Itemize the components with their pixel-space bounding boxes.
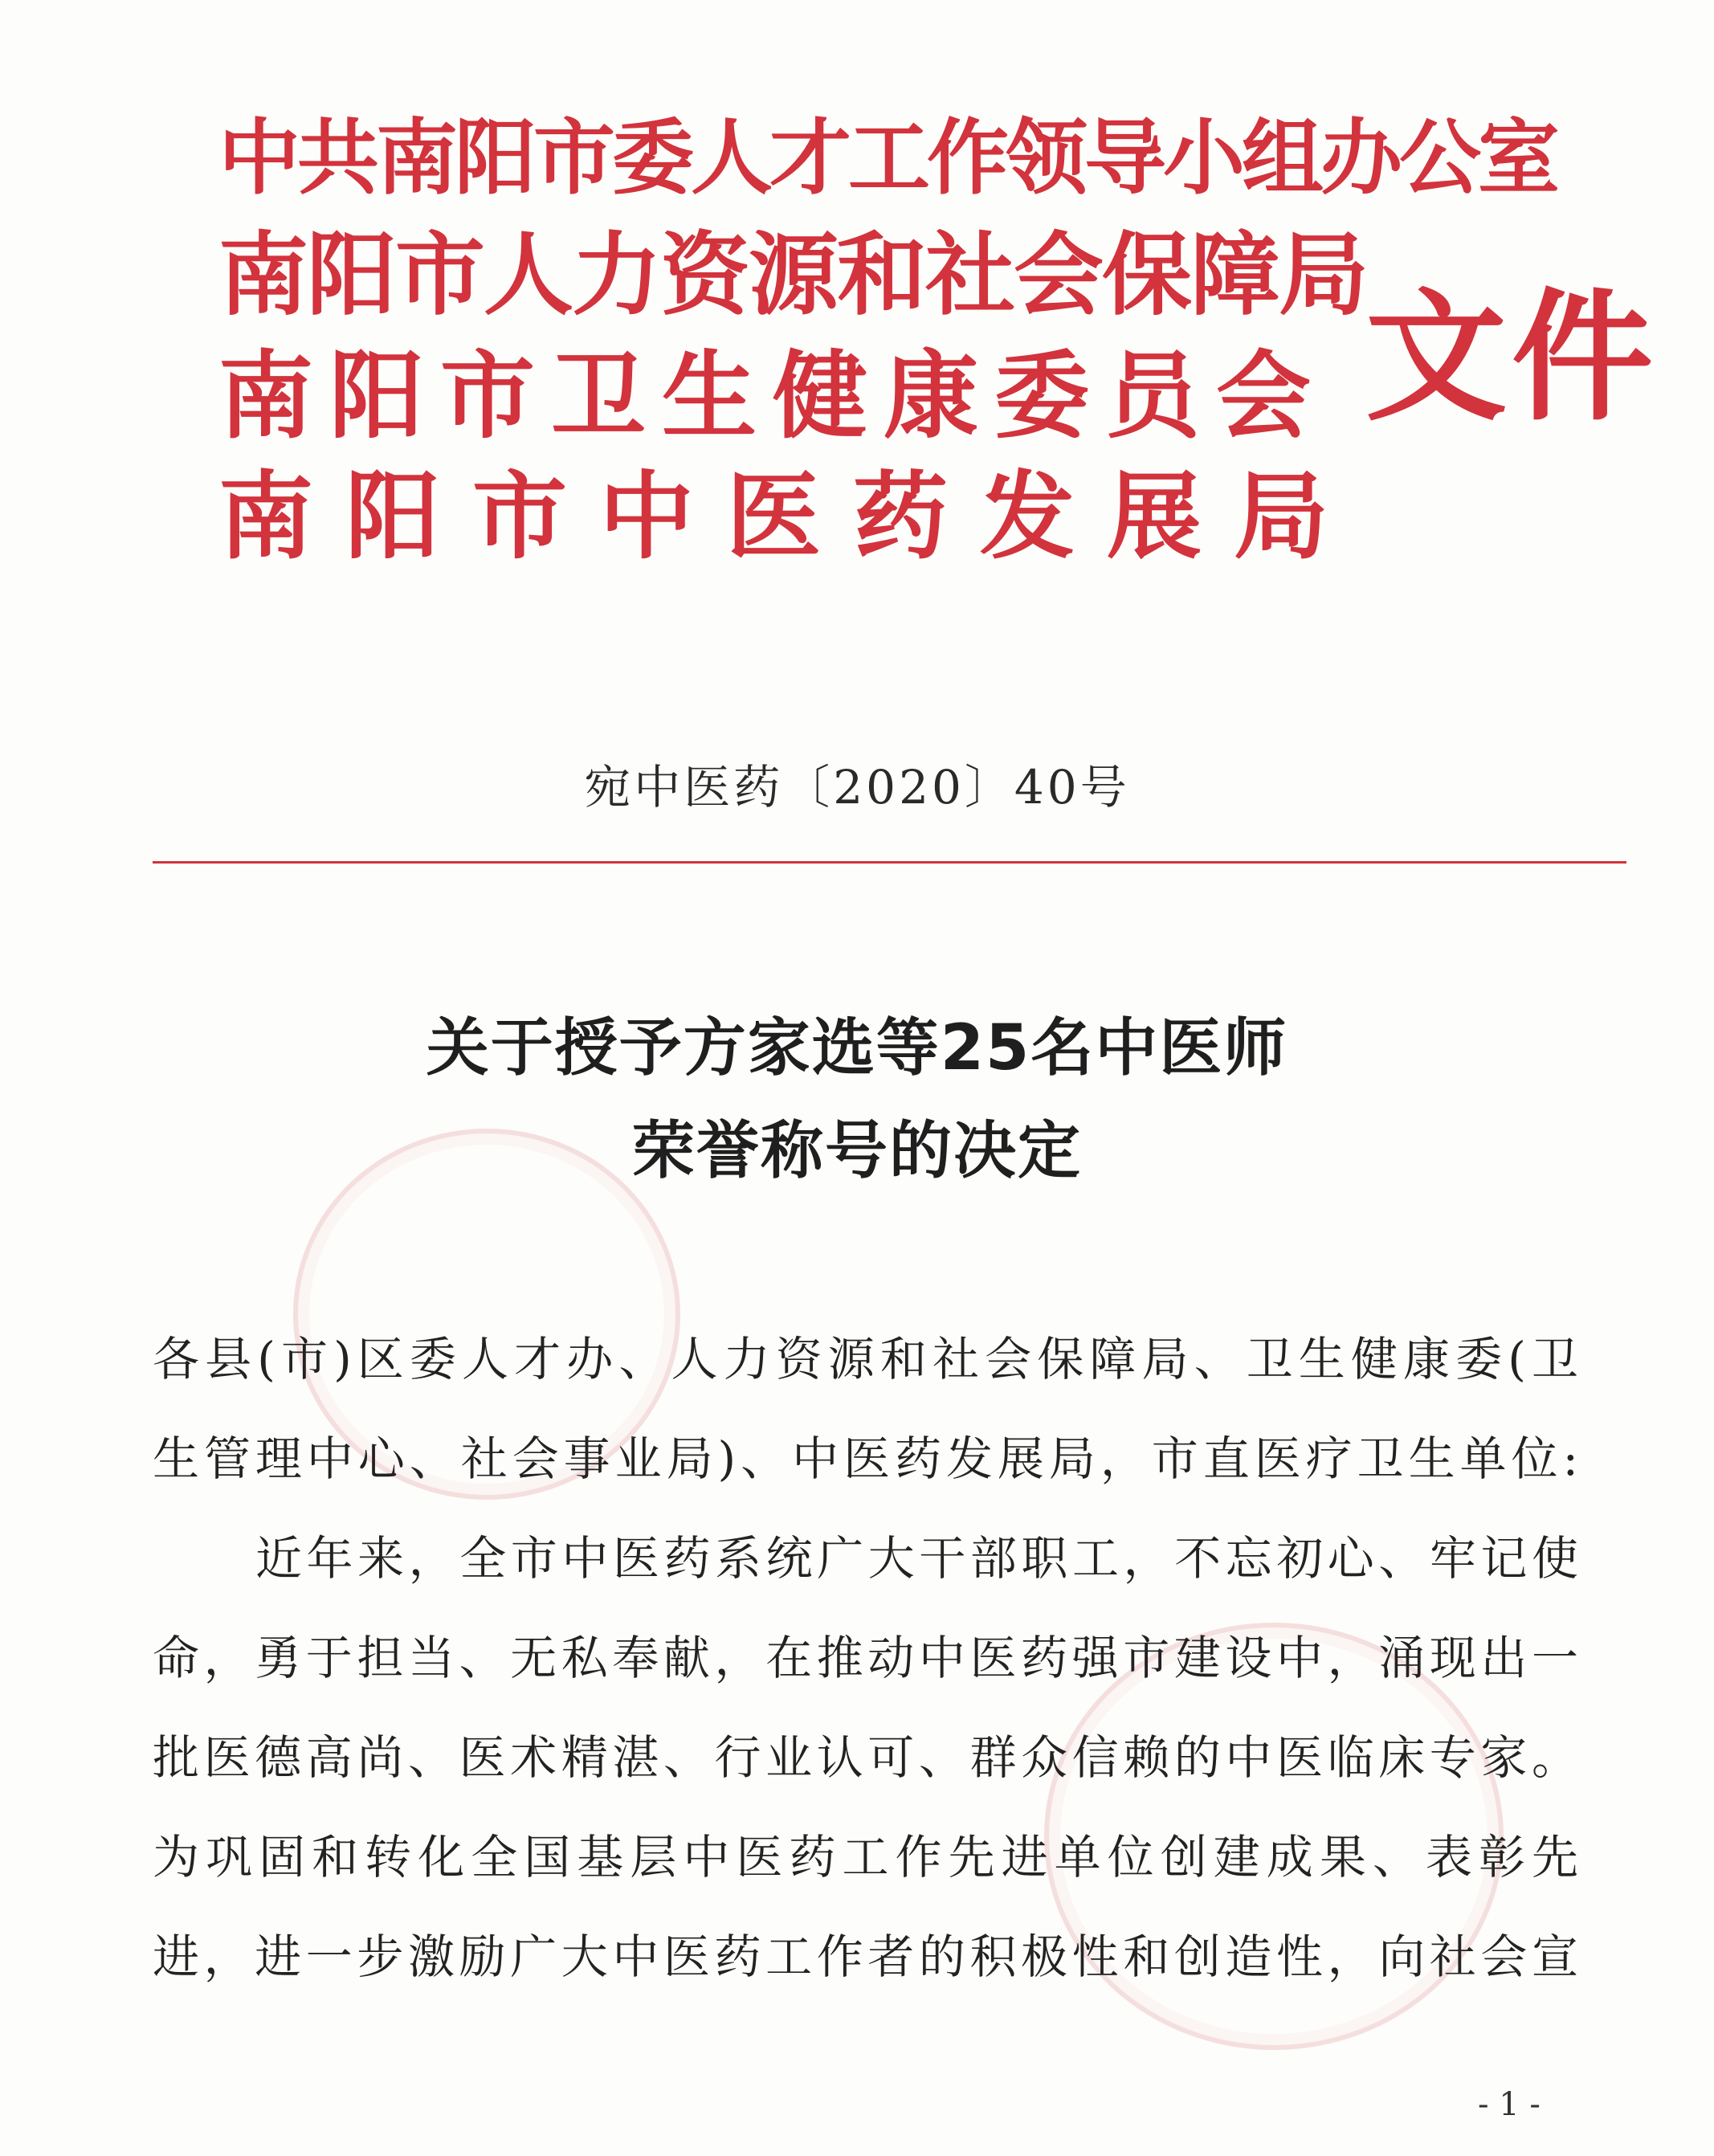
document-title-line-1: 关于授予方家选等25名中医师 [426,1012,1288,1084]
addressee-line: 各县(市)区委人才办、人力资源和社会保障局、卫生健康委(卫 [153,1332,1582,1386]
organization-name: 南阳市中医药发展局 [218,461,1361,572]
red-divider-line [153,861,1626,864]
document-word: 文件 [1365,274,1659,440]
organization-name: 南阳市人力资源和社会保障局 [218,223,1367,328]
body-paragraph-line: 进，进一步激励广大中医药工作者的积极性和创造性，向社会宣 [153,1929,1582,1984]
document-title-line-2: 荣誉称号的决定 [631,1115,1082,1187]
addressee-line: 生管理中心、社会事业局)、中医药发展局，市直医疗卫生单位: [153,1431,1582,1486]
page-number: - 1 - [1478,2086,1541,2123]
body-paragraph-line: 近年来，全市中医药系统广大干部职工，不忘初心、牢记使 [255,1531,1582,1586]
body-paragraph-line: 命，勇于担当、无私奉献，在推动中医药强市建设中，涌现出一 [153,1631,1582,1685]
body-paragraph-line: 为巩固和转化全国基层中医药工作先进单位创建成果、表彰先 [153,1830,1582,1884]
document-number: 宛中医药〔2020〕40号 [584,760,1130,815]
organization-name: 中共南阳市委人才工作领导小组办公室 [218,111,1557,206]
organization-name: 南阳市卫生健康委员会 [218,341,1328,451]
body-paragraph-line: 批医德高尚、医术精湛、行业认可、群众信赖的中医临床专家。 [153,1730,1582,1785]
